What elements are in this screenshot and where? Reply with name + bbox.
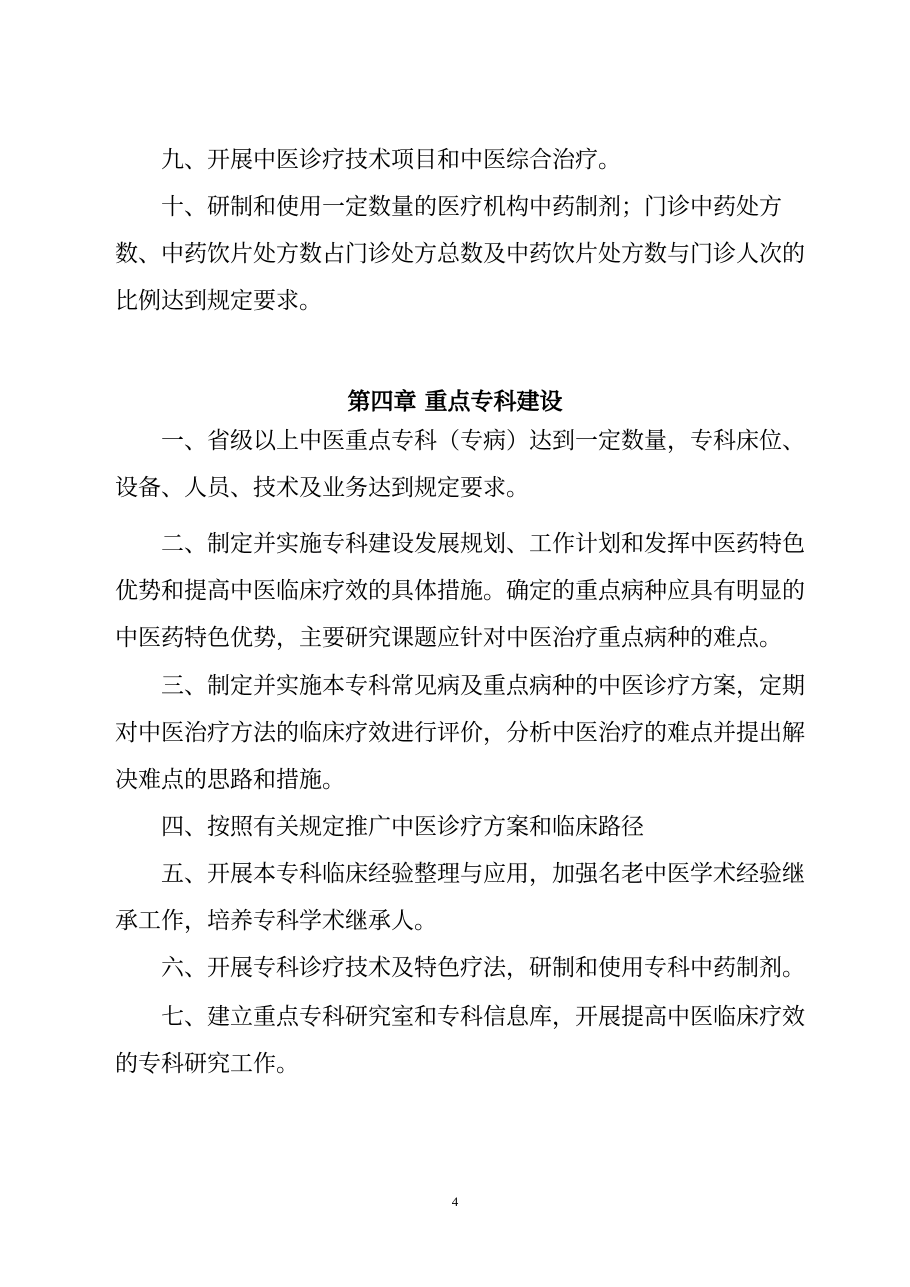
paragraph-item-7: 七、建立重点专科研究室和专科信息库，开展提高中医临床疗效的专科研究工作。	[115, 1004, 805, 1077]
paragraph-item-5: 五、开展本专科临床经验整理与应用，加强名老中医学术经验继承工作，培养专科学术继承人。	[115, 861, 805, 934]
page-number: 4	[451, 1194, 459, 1209]
paragraph-item-4: 四、按照有关规定推广中医诊疗方案和临床路径	[161, 814, 644, 840]
paragraph-item-10: 十、研制和使用一定数量的医疗机构中药制剂；门诊中药处方数、中药饮片处方数占门诊处方总数及中药饮片处方数与门诊人次的比例达到规定要求。	[115, 194, 805, 314]
paragraph-item-6: 六、开展专科诊疗技术及特色疗法，研制和使用专科中药制剂。	[161, 955, 805, 981]
paragraph-item-2: 二、制定并实施专科建设发展规划、工作计划和发挥中医药特色优势和提高中医临床疗效的具体措施。确定的重点病种应具有明显的中医药特色优势，主要研究课题应针对中医治疗重点病种的难点。	[115, 531, 805, 651]
paragraph-item-3: 三、制定并实施本专科常见病及重点病种的中医诊疗方案，定期对中医治疗方法的临床疗效进行评价，分析中医治疗的难点并提出解决难点的思路和措施。	[115, 673, 805, 793]
paragraph-item-1: 一、省级以上中医重点专科（专病）达到一定数量，专科床位、设备、人员、技术及业务达到规定要求。	[115, 428, 805, 501]
chapter-heading: 第四章 重点专科建设	[347, 389, 563, 415]
paragraph-item-9: 九、开展中医诊疗技术项目和中医综合治疗。	[161, 147, 621, 173]
